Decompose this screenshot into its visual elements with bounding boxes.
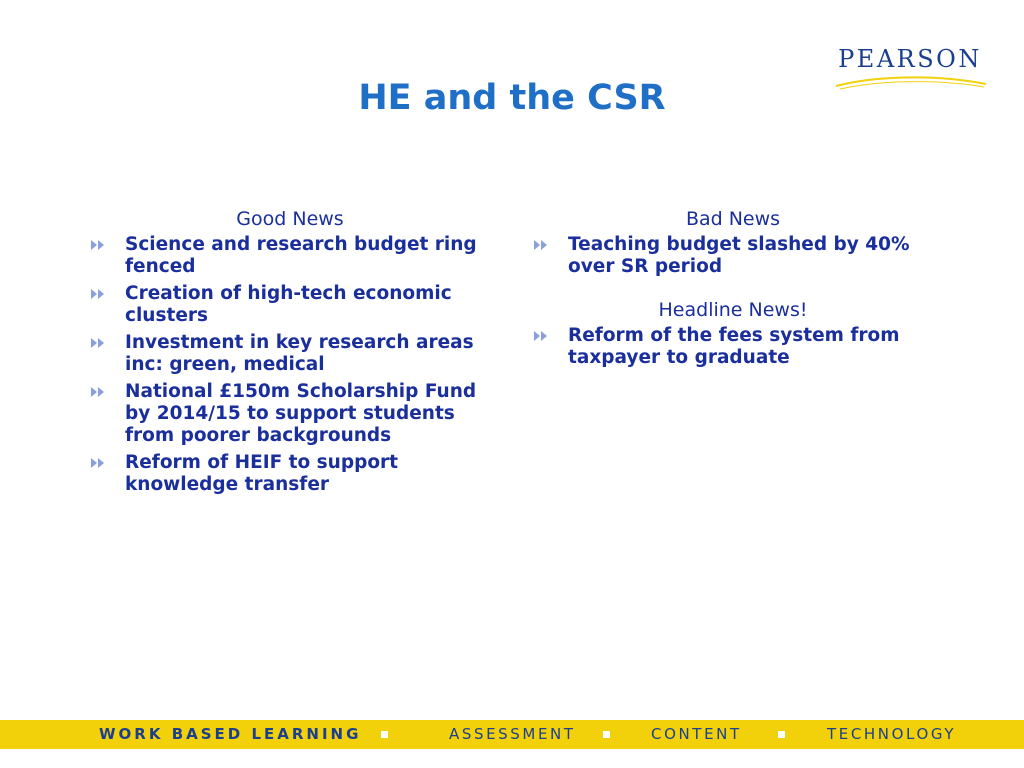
slide-title: HE and the CSR xyxy=(358,78,666,118)
footer-work-based-learning: WORK BASED LEARNING xyxy=(99,725,362,743)
list-item xyxy=(90,332,490,376)
list-item-text: National £150m Scholarship Fund by 2014/15 to support students from poorer backgrounds xyxy=(125,381,477,446)
footer-technology: TECHNOLOGY xyxy=(827,725,957,743)
list-item-text: Teaching budget slashed by 40% over SR period xyxy=(568,234,910,277)
footer-separator xyxy=(603,731,610,738)
list-item xyxy=(90,283,490,327)
list-item xyxy=(533,325,933,369)
list-item-text: Reform of HEIF to support knowledge transfer xyxy=(125,452,399,495)
footer-assessment: ASSESSMENT xyxy=(449,725,576,743)
bad-news-list xyxy=(533,234,933,278)
double-arrow-bullet-icon xyxy=(533,239,549,251)
bad-news-heading: Bad News xyxy=(685,208,781,230)
list-item-text: Investment in key research areas inc: green, medical xyxy=(125,332,474,375)
good-news-heading: Good News xyxy=(236,208,344,230)
list-item-text: Reform of the fees system from taxpayer to graduate xyxy=(568,325,900,368)
headline-news-list xyxy=(533,325,933,369)
footer-content: CONTENT xyxy=(651,725,742,743)
double-arrow-bullet-icon xyxy=(90,337,106,349)
footer-separator xyxy=(778,731,785,738)
bad-news-column xyxy=(533,207,933,374)
list-item xyxy=(90,234,490,278)
double-arrow-bullet-icon xyxy=(90,288,106,300)
logo-text: PEARSON xyxy=(838,45,982,73)
good-news-column xyxy=(90,207,490,501)
list-item xyxy=(90,381,490,447)
headline-news-heading: Headline News! xyxy=(658,299,808,321)
good-news-list xyxy=(90,234,490,496)
list-item-text: Creation of high-tech economic clusters xyxy=(125,283,452,326)
list-item xyxy=(533,234,933,278)
footer-separator xyxy=(381,731,388,738)
list-item-text: Science and research budget ring fenced xyxy=(125,234,477,277)
double-arrow-bullet-icon xyxy=(533,330,549,342)
double-arrow-bullet-icon xyxy=(90,386,106,398)
list-item xyxy=(90,452,490,496)
double-arrow-bullet-icon xyxy=(90,239,106,251)
double-arrow-bullet-icon xyxy=(90,457,106,469)
footer-bar xyxy=(0,720,1024,749)
